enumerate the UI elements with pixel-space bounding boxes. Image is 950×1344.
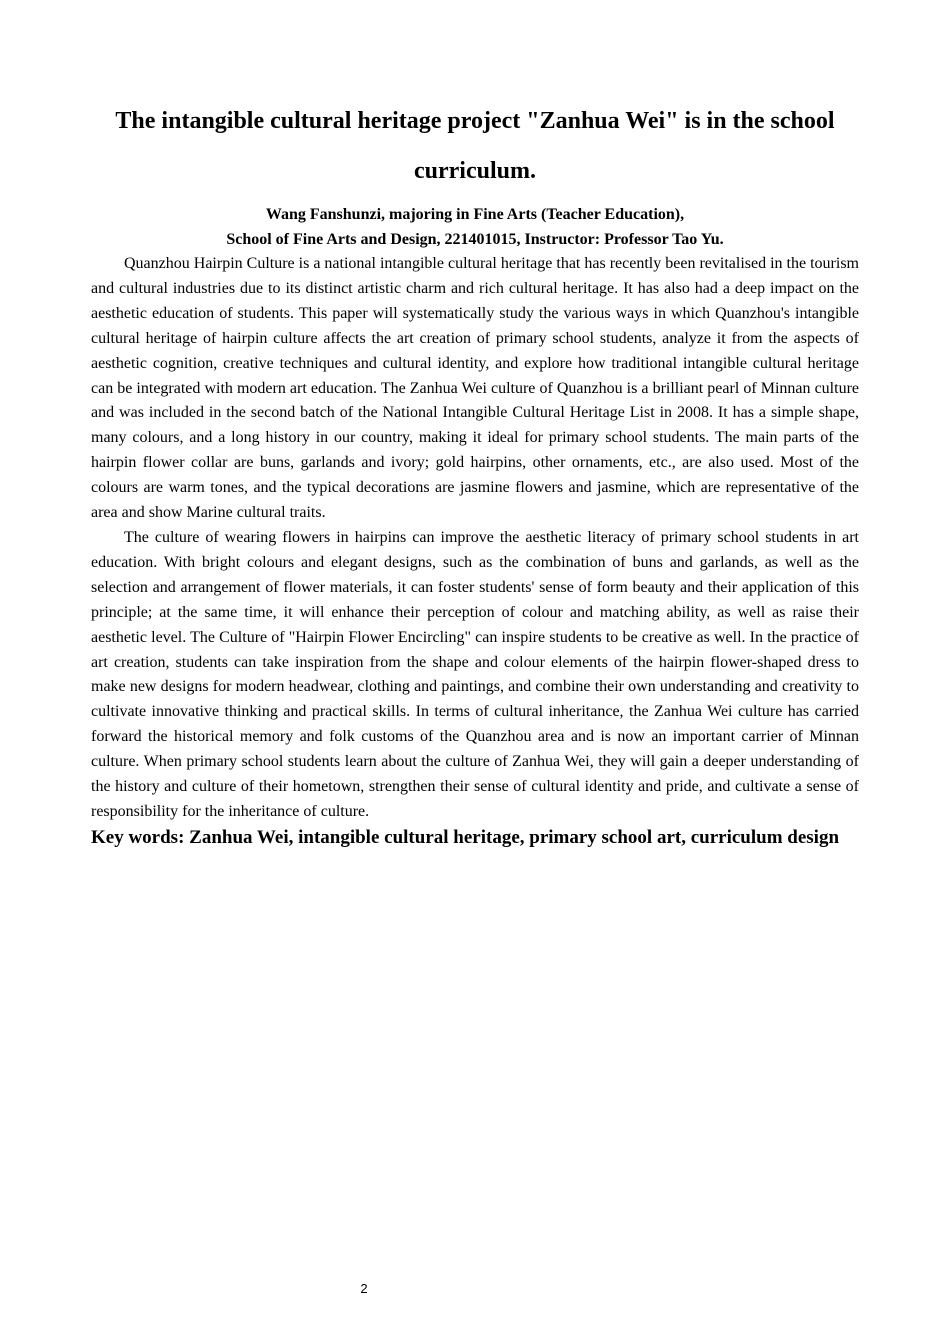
document-page xyxy=(91,96,859,851)
page-number: 2 xyxy=(360,1281,368,1296)
document-title: The intangible cultural heritage project "Zanhua Wei" is in the school curriculum. xyxy=(115,108,835,184)
body-paragraph-2: The culture of wearing flowers in hairpins can improve the aesthetic literacy of primary school students in art education. With bright colours and elegant designs, such as the combination of buns and garlands, as well as the selection and arrangement of flower materials, it can foster students' sense of form beauty and their application of this principle; at the same time, it will enhance their perception of colour and matching ability, as well as raise their aesthetic level. The Culture of "Hairpin Flower Encircling" can inspire students to be creative as well. In the practice of art creation, students can take inspiration from the shape and colour elements of the hairpin flower-shaped dress to make new designs for modern headwear, clothing and paintings, and combine their own understanding and creativity to cultivate innovative thinking and practical skills. In terms of cultural inheritance, the Zanhua Wei culture has carried forward the historical memory and folk customs of the Quanzhou area and is now an important carrier of Minnan culture. When primary school students learn about the culture of Zanhua Wei, they will gain a deeper understanding of the history and culture of their hometown, strengthen their sense of cultural identity and pride, and cultivate a sense of responsibility for the inheritance of culture. xyxy=(91,528,859,820)
author-info xyxy=(91,202,859,252)
body-paragraph-1: Quanzhou Hairpin Culture is a national intangible cultural heritage that has recently been revitalised in the tourism and cultural industries due to its distinct artistic charm and rich cultural heritage. It has also had a deep impact on the aesthetic education of students. This paper will systematically study the various ways in which Quanzhou's intangible cultural heritage of hairpin culture affects the art creation of primary school students, analyze it from the aspects of aesthetic cognition, creative techniques and cultural identity, and explore how traditional intangible cultural heritage can be integrated with modern art education. The Zanhua Wei culture of Quanzhou is a brilliant pearl of Minnan culture and was included in the second batch of the National Intangible Cultural Heritage List in 2008. It has a simple shape, many colours, and a long history in our country, making it ideal for primary school students. The main parts of the hairpin flower collar are buns, garlands and ivory; gold hairpins, other ornaments, etc., are also used. Most of the colours are warm tones, and the typical decorations are jasmine flowers and jasmine, which are representative of the area and show Marine cultural traits. xyxy=(91,255,859,522)
author-line-2: School of Fine Arts and Design, 221401015, Instructor: Professor Tao Yu. xyxy=(226,231,724,248)
keywords-line: Key words: Zanhua Wei, intangible cultural heritage, primary school art, curriculum design xyxy=(91,826,840,848)
author-line-1: Wang Fanshunzi, majoring in Fine Arts (Teacher Education), xyxy=(265,206,685,223)
